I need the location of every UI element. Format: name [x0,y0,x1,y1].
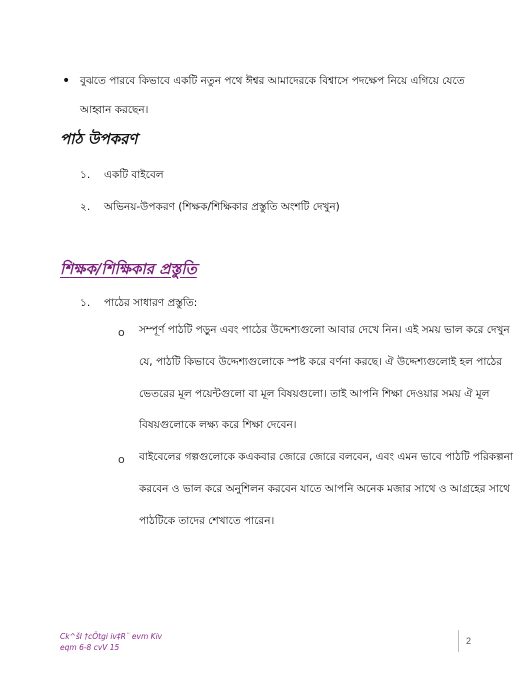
sub-bullet-2-marker: o [118,453,125,466]
sub-bullet-2-line-1: বাইবেলের গল্পগুলোকে কএকবার জোরে জোরে বলবেন, এবং এমন ভাবে পাঠটি পরিকল্পনা [139,451,513,463]
intro-line-2: আহ্বান করছেন। [80,104,149,116]
materials-item-2-num: ২. [80,201,91,213]
footer-subtitle: eqm 6-8 cvV 15 [60,643,120,652]
materials-heading: পাঠ উপকরণ [60,130,138,148]
materials-item-2-text: অভিনয়-উপকরণ (শিক্ষক/শিক্ষিকার প্রস্তুতি অংশটি দেখুন) [104,201,340,213]
materials-item-1-text: একটি বাইবেল [104,169,164,181]
preparation-item-text: পাঠের সাধারণ প্রস্তুতি: [104,297,198,309]
preparation-item-num: ১. [80,297,91,309]
sub-bullet-1-line-1: সম্পূর্ণ পাঠটি পড়ুন এবং পাঠের উদ্দেশ্যগুলো আবার দেখে নিন। এই সময় ভাল করে দেখুন [139,324,510,336]
intro-line-1: বুঝতে পারবে কিভাবে একটি নতুন পথে ঈশ্বর আমাদেরকে বিশ্বাসে পদক্ষেপ নিয়ে এগিয়ে যেতে [80,75,465,87]
page-number: 2 [466,636,472,646]
sub-bullet-1-line-2: যে, পাঠটি কিভাবে উদ্দেশ্যগুলোকে স্পষ্ট করে বর্ণনা করছে। ঐ উদ্দেশ্যগুলোই হল পাঠের [139,356,503,368]
materials-item-1-num: ১. [80,169,91,181]
sub-bullet-1-line-4: বিষয়গুলোকে লক্ষ্য করে শিক্ষা দেবেন। [139,419,297,431]
footer-divider [458,630,459,652]
footer-title: Ck^šI †cÖtgi iv‡R¨ evm Kiv [60,632,163,641]
sub-bullet-1-marker: o [118,326,125,339]
preparation-heading: শিক্ষক/শিক্ষিকার প্রস্তুতি [60,260,197,278]
sub-bullet-2-line-3: পাঠটিকে তাদের শেখাতে পারেন। [139,515,275,527]
sub-bullet-1-line-3: ভেতরের মূল পয়েন্টগুলো বা মূল বিষয়গুলো। তাই আপনি শিক্ষা দেওয়ার সময় ঐ মূল [139,388,490,400]
sub-bullet-2-line-2: করবেন ও ভাল করে অনুশিলন করবেন যাতে আপনি অনেক মজার সাথে ও আগ্রহের সাথে [139,483,510,495]
bullet-dot: • [62,73,71,89]
